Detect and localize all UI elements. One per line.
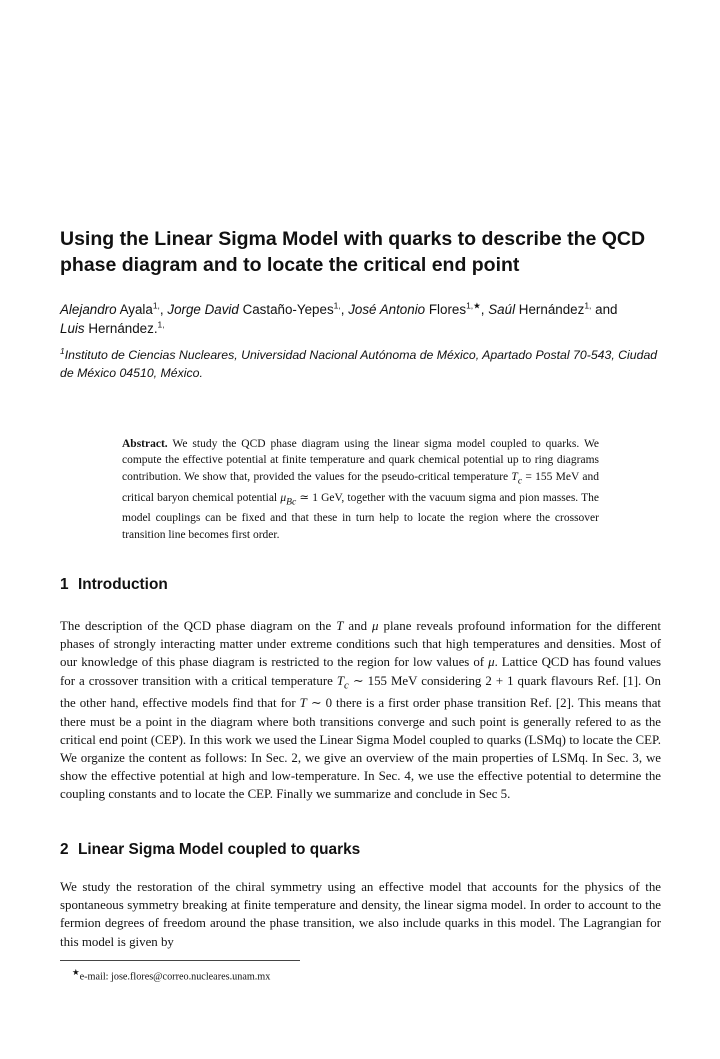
- affiliation: $^1$Instituto de Ciencias Nucleares, Universidad Nacional Autónoma de México, Apartado Postal 70-543, Ciudad de México 04510, México.: [60, 345, 658, 380]
- section-heading-introduction: 1 Introduction: [60, 576, 168, 593]
- author: Jorge David Castaño-Yepes$^{1,}$: [167, 300, 341, 317]
- author-list: Alejandro Ayala$^{1,}$, Jorge David Castaño-Yepes$^{1,}$, José Antonio Flores$^{1,★}$, Saúl Hernández$^{1,}$ and Luis Hernández.$^{1,}$: [60, 300, 618, 336]
- abstract-label: Abstract.: [122, 438, 168, 450]
- author: Luis Hernández.$^{1,}$: [60, 319, 165, 336]
- paper-title: Using the Linear Sigma Model with quarks to describe the QCD phase diagram and to locate the critical end point: [60, 228, 646, 276]
- author: Saúl Hernández$^{1,}$: [488, 300, 592, 317]
- section-2-text: We study the restoration of the chiral symmetry using an effective model that accounts for the physics of the spontaneous symmetry breaking at finite temperature and density, the linear sigma model. In order to account to the fermion degrees of freedom around the phase transition, we also include quarks in this model. The Lagrangian for this model is given by: [60, 880, 661, 949]
- abstract: Abstract. We study the QCD phase diagram using the linear sigma model coupled to quarks. We compute the effective potential at finite temperature and quark chemical potential up to ring diagrams contribution. We show that, provided the values for the pseudo-critical temperature $T_c = 155$ MeV and critical baryon chemical potential $\mu_{Bc}$ ≃ 1 GeV, together with the vacuum sigma and pion masses. The model couplings can be fixed and that these in turn help to locate the region where the crossover transition line becomes first order.: [122, 438, 600, 541]
- author: Alejandro Ayala$^{1,}$: [60, 300, 160, 317]
- author: José Antonio Flores$^{1,★}$: [348, 300, 481, 317]
- footnote: ★e-mail: jose.flores@correo.nucleares.unam.mx: [72, 967, 271, 983]
- section-heading-lsmq: 2 Linear Sigma Model coupled to quarks: [60, 841, 361, 858]
- footnote-divider: [60, 960, 300, 961]
- introduction-text: The description of the QCD phase diagram on the T and μ plane reveals profound information for the different phases of strongly interacting matter under extreme conditions such that high temperatures and densities. Most of our knowledge of this phase diagram is restricted to the region for low values of μ. Lattice QCD has found values for a crossover transition with a critical temperature $T_c$ ∼ 155 MeV considering 2 + 1 quark flavours Ref. [1]. On the other hand, effective models find that for T ∼ 0 there is a first order phase transition Ref. [2]. This means that there must be a point in the diagram where both transitions converge and such point is generally refered to as the critical end point (CEP). In this work we used the Linear Sigma Model coupled to quarks (LSMq) to locate the CEP. We organize the content as follows: In Sec. 2, we give an overview of the main properties of LSMq. In Sec. 3, we show the effective potential at high and low-temperature. In Sec. 4, we use the effective potential to determine the coupling constants and to locate the CEP. Finally we summarize and conclude in Sec 5.: [60, 619, 661, 802]
